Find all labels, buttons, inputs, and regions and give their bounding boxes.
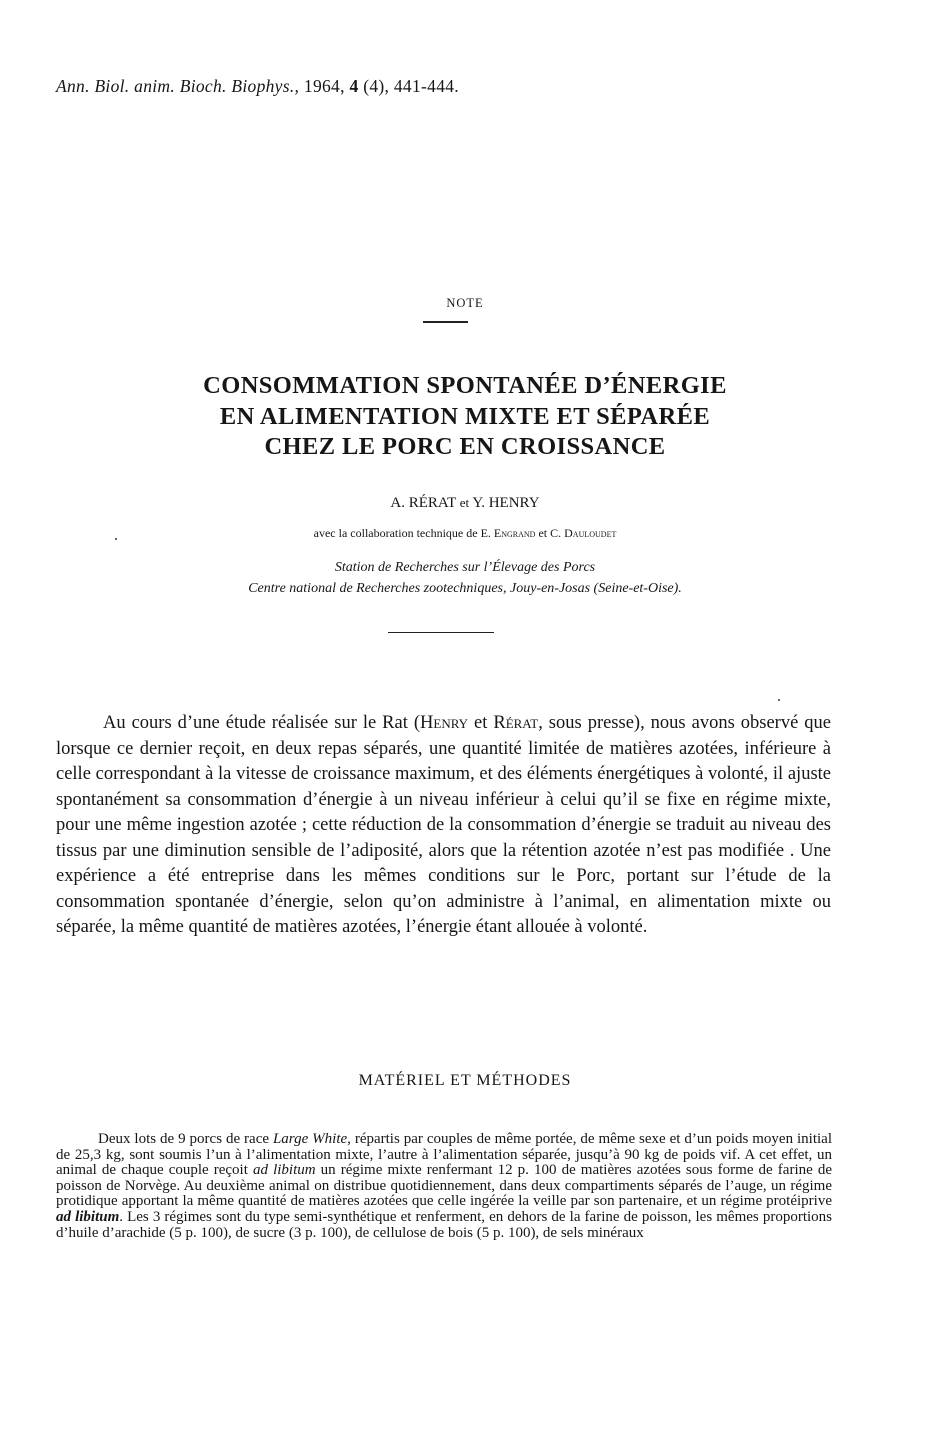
note-label: NOTE (446, 296, 484, 310)
separator-rule (388, 632, 494, 633)
title-line-1: CONSOMMATION SPONTANÉE D’ÉNERGIE (203, 372, 727, 399)
journal-name: Ann. Biol. anim. Bioch. Biophys., (56, 76, 300, 96)
affiliation-line-2: Centre national de Recherches zootechniques, Jouy-en-Josas (Seine-et-Oise). (248, 581, 682, 596)
journal-volume: 4 (349, 76, 359, 96)
journal-pages: 441-444. (393, 76, 459, 96)
author-1: A. RÉRAT (390, 495, 456, 511)
collab-person-2: C. Dauloudet (550, 526, 617, 540)
journal-year: 1964, (303, 76, 345, 96)
speck-2 (778, 699, 780, 701)
collaboration (0, 526, 930, 541)
abstract-paragraph: Au cours d’une étude réalisée sur le Rat (Henry et Rérat, sous presse), nous avons observé que lorsque ce dernier reçoit, en deux repas séparés, une quantité limitée de matières azotées, inférieure à celle correspondant à la vitesse de croissance maximum, et des éléments énergétiques à volonté, il ajuste spontanément sa consommation d’énergie à un niveau inférieur à celui qu’il se fixe en régime mixte, pour une même ingestion azotée ; cette réduction de la consommation d’énergie se traduit au niveau des tissus par une diminution sensible de l’adiposité, alors que la rétention azotée n’est pas modifiée . Une expérience a été entreprise dans les mêmes conditions sur le Porc, portant sur l’étude de la consommation spontanée d’énergie, selon qu’on administre à l’animal, en alimentation mixte ou séparée, la même quantité de matières azotées, l’énergie étant allouée à volonté. (56, 713, 831, 937)
note-underline (423, 321, 468, 323)
ref-author-henry: Henry (420, 713, 469, 733)
collab-prefix: avec la collaboration technique de (313, 526, 478, 540)
journal-citation (56, 76, 459, 97)
breed-name: Large White (272, 1131, 348, 1147)
methods-paragraph: Deux lots de 9 porcs de race Large White, répartis par couples de même portée, de même sexe et d’un poids moyen initial de 25,3 kg, sont soumis l’un à l’alimentation mixte, l’autre à l’alimentation séparée, jusqu’à 90 kg de poids vif. A cet effet, un animal de chaque couple reçoit ad libitum un régime mixte renfermant 12 p. 100 de matières azotées sous forme de farine de poisson de Norvège. Au deuxième animal on distribue quotidiennement, dans deux compartiments séparés de l’auge, un régime protidique apportant la même quantité de matières azotées que celle ingérée la veille par son partenaire, et un régime protéiprive ad libitum. Les 3 régimes sont du type semi-synthétique et renferment, en dehors de la farine de poisson, les mêmes proportions d’huile d’arachide (5 p. 100), de sucre (3 p. 100), de cellulose de bois (5 p. 100), de sels minéraux (56, 1131, 833, 1241)
authors (0, 495, 930, 512)
article-title (0, 371, 930, 463)
ref-author-rerat: Rérat (493, 713, 539, 733)
title-line-2: EN ALIMENTATION MIXTE ET SÉPARÉE (219, 402, 711, 430)
section-heading: MATÉRIEL ET MÉTHODES (358, 1072, 572, 1089)
collab-person-1: E. Engrand (480, 526, 536, 540)
affiliation-line-1: Station de Recherches sur l’Élevage des Porcs (334, 560, 596, 575)
title-line-3: CHEZ LE PORC EN CROISSANCE (264, 433, 666, 460)
journal-issue: (4), (363, 76, 390, 96)
authors-conj: et (459, 495, 470, 510)
affiliation (0, 557, 930, 599)
speck-1 (115, 538, 117, 540)
collab-conj: et (538, 526, 548, 540)
author-2: Y. HENRY (472, 495, 540, 511)
